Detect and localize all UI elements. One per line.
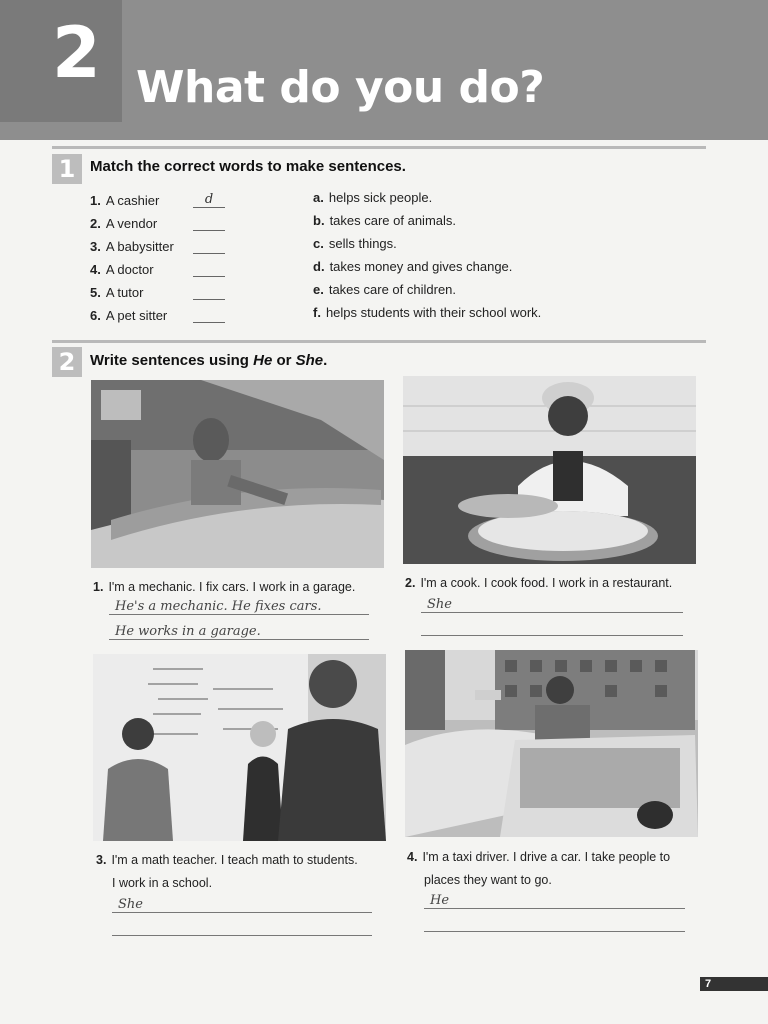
match-left-item: 5. A tutor	[90, 285, 144, 300]
item-1-answer-line-2[interactable]: He works in a garage.	[109, 624, 369, 640]
unit-title: What do you do?	[136, 62, 545, 113]
item-3-answer-line-2[interactable]	[112, 920, 372, 936]
match-left-item: 6. A pet sitter	[90, 308, 168, 323]
exercise-1-instruction: Match the correct words to make sentences.	[90, 158, 406, 175]
answer-blank[interactable]	[193, 262, 225, 277]
match-right-item: a. helps sick people.	[313, 190, 433, 205]
unit-header	[0, 0, 768, 140]
item-4-answer-line-2[interactable]	[424, 916, 685, 932]
item-2-prompt: 2. I'm a cook. I cook food. I work in a restaurant.	[405, 576, 673, 590]
answer-blank[interactable]	[193, 285, 225, 300]
answer-blank[interactable]	[193, 216, 225, 231]
match-left-item: 2. A vendor	[90, 216, 158, 231]
match-right-item: d. takes money and gives change.	[313, 259, 513, 274]
item-2-answer-line-1[interactable]: She	[421, 597, 683, 613]
answer-blank[interactable]	[193, 308, 225, 323]
match-right-item: c. sells things.	[313, 236, 397, 251]
match-left-item: 3. A babysitter	[90, 239, 174, 254]
item-4-prompt: 4. I'm a taxi driver. I drive a car. I take people to places they want to go.	[407, 850, 671, 887]
match-right-item: b. takes care of animals.	[313, 213, 457, 228]
item-1-answer-line-1[interactable]: He's a mechanic. He fixes cars.	[109, 599, 369, 615]
match-left-item: 1. A cashier	[90, 193, 160, 208]
match-right-item: e. takes care of children.	[313, 282, 457, 297]
exercise-2-rule	[52, 340, 706, 343]
item-3-answer-line-1[interactable]: She	[112, 897, 372, 913]
answer-blank[interactable]: d	[193, 193, 225, 208]
item-2-answer-line-2[interactable]	[421, 620, 683, 636]
match-left-item: 4. A doctor	[90, 262, 154, 277]
item-4-answer-line-1[interactable]: He	[424, 893, 685, 909]
exercise-1-number: 1	[52, 154, 82, 184]
match-right-item: f. helps students with their school work.	[313, 305, 542, 320]
exercise-1-rule	[52, 146, 706, 149]
page-number: 7	[700, 977, 768, 991]
cook-photo	[403, 376, 696, 564]
unit-number: 2	[52, 12, 101, 94]
math-teacher-photo	[93, 654, 386, 841]
item-1-prompt: 1. I'm a mechanic. I fix cars. I work in a garage.	[93, 580, 356, 594]
item-3-prompt: 3. I'm a math teacher. I teach math to students. I work in a school.	[96, 853, 358, 890]
exercise-2-instruction: Write sentences using He or She.	[90, 352, 328, 369]
taxi-driver-photo	[405, 650, 698, 837]
mechanic-photo	[91, 380, 384, 568]
exercise-2-number: 2	[52, 347, 82, 377]
answer-blank[interactable]	[193, 239, 225, 254]
